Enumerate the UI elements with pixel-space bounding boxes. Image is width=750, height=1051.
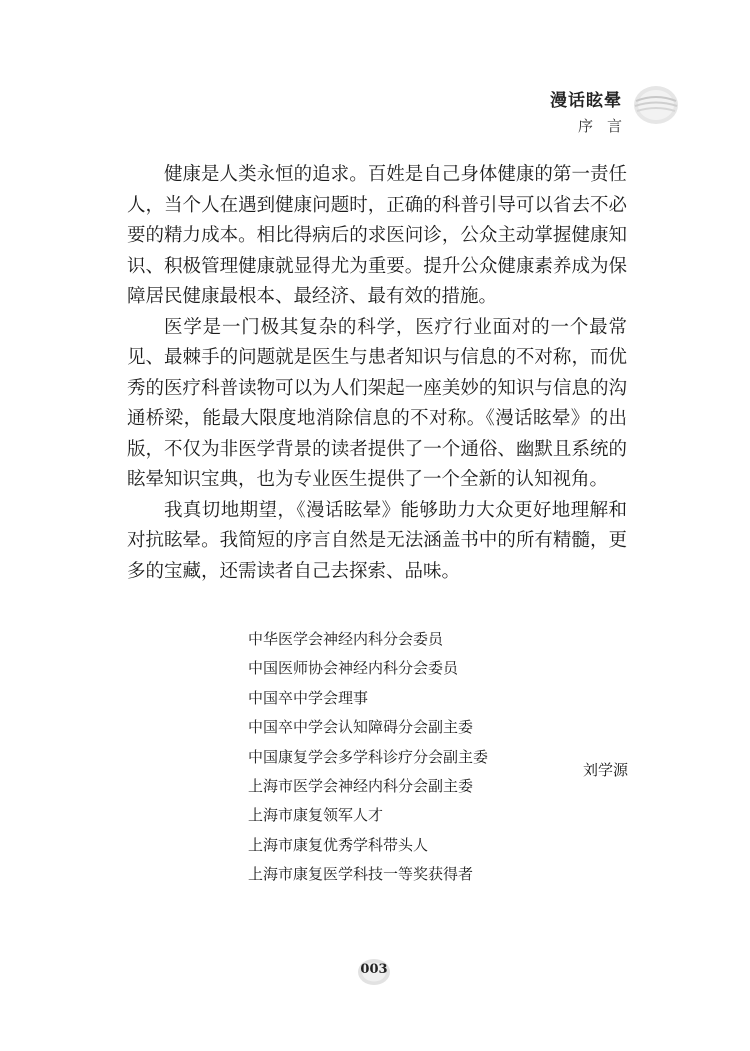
- author-title-line: 上海市康复领军人才: [248, 806, 384, 825]
- running-header: [550, 86, 636, 136]
- author-title-line: 上海市康复医学科技一等奖获得者: [248, 865, 474, 884]
- author-title-line: 上海市康复优秀学科带头人: [248, 835, 429, 854]
- author-title-line: 中国卒中学会认知障碍分会副主委: [248, 718, 474, 737]
- paragraph: 健康是人类永恒的追求。百姓是自己身体健康的第一责任人，当个人在遇到健康问题时，正确的科普引导可以省去不必要的精力成本。相比得病后的求医问诊，公众主动掌握健康知识、积极管理健康就显得尤为重要。提升公众健康素养成为保障居民健康最根本、最经济、最有效的措施。: [127, 164, 627, 307]
- author-name: 刘学源: [583, 761, 629, 779]
- header-emblem-icon: [633, 84, 679, 126]
- page-number-text: 003: [360, 962, 388, 977]
- paragraph: 我真切地期望，《漫话眩晕》能够助力大众更好地理解和对抗眩晕。我简短的序言自然是无法涵盖书中的所有精髓，更多的宝藏，还需读者自己去探索、品味。: [127, 499, 627, 582]
- author-title-line: 中国康复学会多学科诊疗分会副主委: [248, 747, 489, 766]
- paragraph: 医学是一门极其复杂的科学，医疗行业面对的一个最常见、最棘手的问题就是医生与患者知识与信息的不对称，而优秀的医疗科普读物可以为人们架起一座美妙的知识与信息的沟通桥梁，能最大限度地消除信息的不对称。《漫话眩晕》的出版，不仅为非医学背景的读者提供了一个通俗、幽默且系统的眩晕知识宝典，也为专业医生提供了一个全新的认知视角。: [127, 316, 627, 490]
- author-title-line: 中国卒中学会理事: [248, 688, 369, 707]
- author-title-line: 上海市医学会神经内科分会副主委: [248, 776, 474, 795]
- author-title-line: 中国医师协会神经内科分会委员: [248, 659, 459, 678]
- signature-block: [248, 625, 488, 890]
- author-title-line: 中华医学会神经内科分会委员: [248, 630, 444, 648]
- page-number: [357, 957, 391, 987]
- section-title: 序言: [577, 117, 636, 135]
- book-title: 漫话眩晕: [550, 91, 622, 111]
- preface-body: [127, 160, 627, 587]
